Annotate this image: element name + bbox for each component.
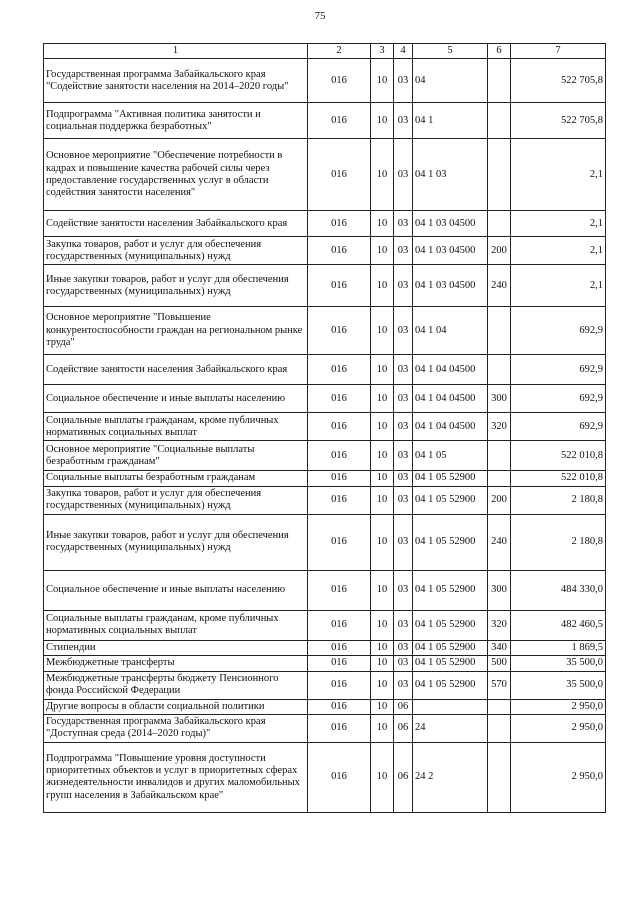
table-row [44, 413, 606, 441]
amount: 522 705,8 [511, 103, 606, 139]
section-code: 10 [371, 139, 394, 211]
item-name: Содействие занятости населения Забайкальского края [44, 355, 308, 385]
expense-type-code: 240 [488, 265, 511, 307]
section-code: 10 [371, 307, 394, 355]
item-name: Закупка товаров, работ и услуг для обеспечения государственных (муниципальных) нужд [44, 486, 308, 514]
item-name: Социальное обеспечение и иные выплаты населению [44, 385, 308, 413]
subsection-code: 03 [394, 656, 413, 671]
section-code: 10 [371, 211, 394, 237]
expense-type-code: 500 [488, 656, 511, 671]
grbs-code: 016 [308, 211, 371, 237]
target-article-code: 04 1 03 04500 [413, 237, 488, 265]
target-article-code: 04 1 04 04500 [413, 385, 488, 413]
target-article-code: 04 1 04 [413, 307, 488, 355]
item-name: Социальные выплаты гражданам, кроме публичных нормативных социальных выплат [44, 610, 308, 640]
target-article-code: 04 1 03 [413, 139, 488, 211]
target-article-code: 04 1 05 [413, 441, 488, 471]
section-code: 10 [371, 355, 394, 385]
subsection-code: 06 [394, 714, 413, 742]
amount: 2 950,0 [511, 699, 606, 714]
amount: 692,9 [511, 385, 606, 413]
subsection-code: 03 [394, 139, 413, 211]
section-code: 10 [371, 471, 394, 486]
table-row [44, 640, 606, 655]
amount: 35 500,0 [511, 671, 606, 699]
amount: 2,1 [511, 237, 606, 265]
expense-type-code: 340 [488, 640, 511, 655]
target-article-code: 04 1 05 52900 [413, 471, 488, 486]
table-row [44, 139, 606, 211]
subsection-code: 03 [394, 471, 413, 486]
target-article-code: 24 [413, 714, 488, 742]
item-name: Стипендии [44, 640, 308, 655]
table-row [44, 714, 606, 742]
item-name: Другие вопросы в области социальной политики [44, 699, 308, 714]
table-row [44, 103, 606, 139]
grbs-code: 016 [308, 656, 371, 671]
subsection-code: 03 [394, 610, 413, 640]
grbs-code: 016 [308, 413, 371, 441]
grbs-code: 016 [308, 355, 371, 385]
target-article-code: 04 1 05 52900 [413, 656, 488, 671]
expense-type-code: 320 [488, 413, 511, 441]
section-code: 10 [371, 265, 394, 307]
subsection-code: 03 [394, 385, 413, 413]
table-row [44, 59, 606, 103]
target-article-code: 04 1 05 52900 [413, 671, 488, 699]
expense-type-code [488, 714, 511, 742]
section-code: 10 [371, 671, 394, 699]
section-code: 10 [371, 441, 394, 471]
section-code: 10 [371, 59, 394, 103]
amount: 2,1 [511, 265, 606, 307]
grbs-code: 016 [308, 610, 371, 640]
amount: 692,9 [511, 307, 606, 355]
target-article-code: 24 2 [413, 742, 488, 812]
amount: 692,9 [511, 413, 606, 441]
subsection-code: 03 [394, 413, 413, 441]
table-row [44, 441, 606, 471]
item-name: Иные закупки товаров, работ и услуг для обеспечения государственных (муниципальных) нужд [44, 514, 308, 570]
table-row [44, 656, 606, 671]
grbs-code: 016 [308, 237, 371, 265]
expense-type-code: 320 [488, 610, 511, 640]
target-article-code: 04 1 05 52900 [413, 610, 488, 640]
column-header: 3 [371, 44, 394, 59]
table-row [44, 570, 606, 610]
subsection-code: 06 [394, 699, 413, 714]
subsection-code: 03 [394, 640, 413, 655]
grbs-code: 016 [308, 570, 371, 610]
column-header: 7 [511, 44, 606, 59]
subsection-code: 03 [394, 441, 413, 471]
target-article-code: 04 1 04 04500 [413, 413, 488, 441]
grbs-code: 016 [308, 671, 371, 699]
target-article-code [413, 699, 488, 714]
amount: 2 180,8 [511, 514, 606, 570]
item-name: Содействие занятости населения Забайкальского края [44, 211, 308, 237]
item-name: Государственная программа Забайкальского края "Содействие занятости населения на 2014–2020 годы" [44, 59, 308, 103]
section-code: 10 [371, 486, 394, 514]
grbs-code: 016 [308, 471, 371, 486]
item-name: Подпрограмма "Повышение уровня доступности приоритетных объектов и услуг в приоритетных сферах жизнедеятельности инвалидов и других маломобильных групп населения в Забайкальском крае" [44, 742, 308, 812]
expense-type-code [488, 103, 511, 139]
grbs-code: 016 [308, 486, 371, 514]
item-name: Основное мероприятие "Обеспечение потребности в кадрах и повышение качества рабочей силы через предоставление государственных услуг в области содействия занятости населения" [44, 139, 308, 211]
section-code: 10 [371, 237, 394, 265]
section-code: 10 [371, 103, 394, 139]
column-header: 6 [488, 44, 511, 59]
expense-type-code [488, 441, 511, 471]
item-name: Социальные выплаты безработным гражданам [44, 471, 308, 486]
table-row [44, 486, 606, 514]
amount: 482 460,5 [511, 610, 606, 640]
item-name: Иные закупки товаров, работ и услуг для обеспечения государственных (муниципальных) нужд [44, 265, 308, 307]
header-row [44, 44, 606, 59]
expense-type-code: 200 [488, 237, 511, 265]
amount: 484 330,0 [511, 570, 606, 610]
amount: 2 180,8 [511, 486, 606, 514]
table-row [44, 307, 606, 355]
expense-type-code: 240 [488, 514, 511, 570]
item-name: Социальное обеспечение и иные выплаты населению [44, 570, 308, 610]
table-row [44, 211, 606, 237]
subsection-code: 03 [394, 307, 413, 355]
section-code: 10 [371, 610, 394, 640]
expense-type-code [488, 139, 511, 211]
amount: 522 010,8 [511, 471, 606, 486]
item-name: Государственная программа Забайкальского края "Доступная среда (2014–2020 годы)" [44, 714, 308, 742]
grbs-code: 016 [308, 640, 371, 655]
expense-type-code [488, 742, 511, 812]
amount: 522 010,8 [511, 441, 606, 471]
section-code: 10 [371, 570, 394, 610]
subsection-code: 03 [394, 486, 413, 514]
target-article-code: 04 1 [413, 103, 488, 139]
target-article-code: 04 [413, 59, 488, 103]
item-name: Подпрограмма "Активная политика занятости и социальная поддержка безработных" [44, 103, 308, 139]
item-name: Закупка товаров, работ и услуг для обеспечения государственных (муниципальных) нужд [44, 237, 308, 265]
expense-type-code: 200 [488, 486, 511, 514]
item-name: Основное мероприятие "Повышение конкурентоспособности граждан на региональном рынке труда" [44, 307, 308, 355]
section-code: 10 [371, 640, 394, 655]
section-code: 10 [371, 742, 394, 812]
column-header: 1 [44, 44, 308, 59]
expense-type-code [488, 59, 511, 103]
grbs-code: 016 [308, 714, 371, 742]
grbs-code: 016 [308, 441, 371, 471]
subsection-code: 03 [394, 103, 413, 139]
expense-type-code: 570 [488, 671, 511, 699]
grbs-code: 016 [308, 103, 371, 139]
target-article-code: 04 1 05 52900 [413, 486, 488, 514]
amount: 2 950,0 [511, 714, 606, 742]
amount: 2 950,0 [511, 742, 606, 812]
expense-type-code [488, 307, 511, 355]
table-row [44, 355, 606, 385]
target-article-code: 04 1 05 52900 [413, 514, 488, 570]
table-row [44, 385, 606, 413]
grbs-code: 016 [308, 307, 371, 355]
target-article-code: 04 1 04 04500 [413, 355, 488, 385]
section-code: 10 [371, 385, 394, 413]
subsection-code: 03 [394, 211, 413, 237]
amount: 1 869,5 [511, 640, 606, 655]
target-article-code: 04 1 03 04500 [413, 211, 488, 237]
table-row [44, 699, 606, 714]
subsection-code: 06 [394, 742, 413, 812]
grbs-code: 016 [308, 139, 371, 211]
section-code: 10 [371, 714, 394, 742]
grbs-code: 016 [308, 59, 371, 103]
expense-type-code: 300 [488, 570, 511, 610]
target-article-code: 04 1 03 04500 [413, 265, 488, 307]
section-code: 10 [371, 656, 394, 671]
budget-table [43, 43, 606, 813]
column-header: 5 [413, 44, 488, 59]
expense-type-code [488, 699, 511, 714]
subsection-code: 03 [394, 671, 413, 699]
grbs-code: 016 [308, 514, 371, 570]
table-row [44, 237, 606, 265]
item-name: Основное мероприятие "Социальные выплаты безработным гражданам" [44, 441, 308, 471]
subsection-code: 03 [394, 237, 413, 265]
table-row [44, 742, 606, 812]
subsection-code: 03 [394, 570, 413, 610]
grbs-code: 016 [308, 265, 371, 307]
page-number: 75 [314, 10, 326, 22]
item-name: Межбюджетные трансферты бюджету Пенсионного фонда Российской Федерации [44, 671, 308, 699]
target-article-code: 04 1 05 52900 [413, 570, 488, 610]
table-row [44, 610, 606, 640]
section-code: 10 [371, 699, 394, 714]
amount: 692,9 [511, 355, 606, 385]
target-article-code: 04 1 05 52900 [413, 640, 488, 655]
expense-type-code [488, 471, 511, 486]
column-header: 2 [308, 44, 371, 59]
subsection-code: 03 [394, 265, 413, 307]
subsection-code: 03 [394, 514, 413, 570]
section-code: 10 [371, 413, 394, 441]
grbs-code: 016 [308, 699, 371, 714]
expense-type-code [488, 355, 511, 385]
table-row [44, 265, 606, 307]
amount: 2,1 [511, 139, 606, 211]
grbs-code: 016 [308, 385, 371, 413]
section-code: 10 [371, 514, 394, 570]
table-row [44, 514, 606, 570]
item-name: Межбюджетные трансферты [44, 656, 308, 671]
grbs-code: 016 [308, 742, 371, 812]
amount: 522 705,8 [511, 59, 606, 103]
amount: 2,1 [511, 211, 606, 237]
table-body [44, 44, 606, 813]
expense-type-code: 300 [488, 385, 511, 413]
subsection-code: 03 [394, 355, 413, 385]
column-header: 4 [394, 44, 413, 59]
table-row [44, 471, 606, 486]
table-row [44, 671, 606, 699]
subsection-code: 03 [394, 59, 413, 103]
item-name: Социальные выплаты гражданам, кроме публичных нормативных социальных выплат [44, 413, 308, 441]
expense-type-code [488, 211, 511, 237]
amount: 35 500,0 [511, 656, 606, 671]
